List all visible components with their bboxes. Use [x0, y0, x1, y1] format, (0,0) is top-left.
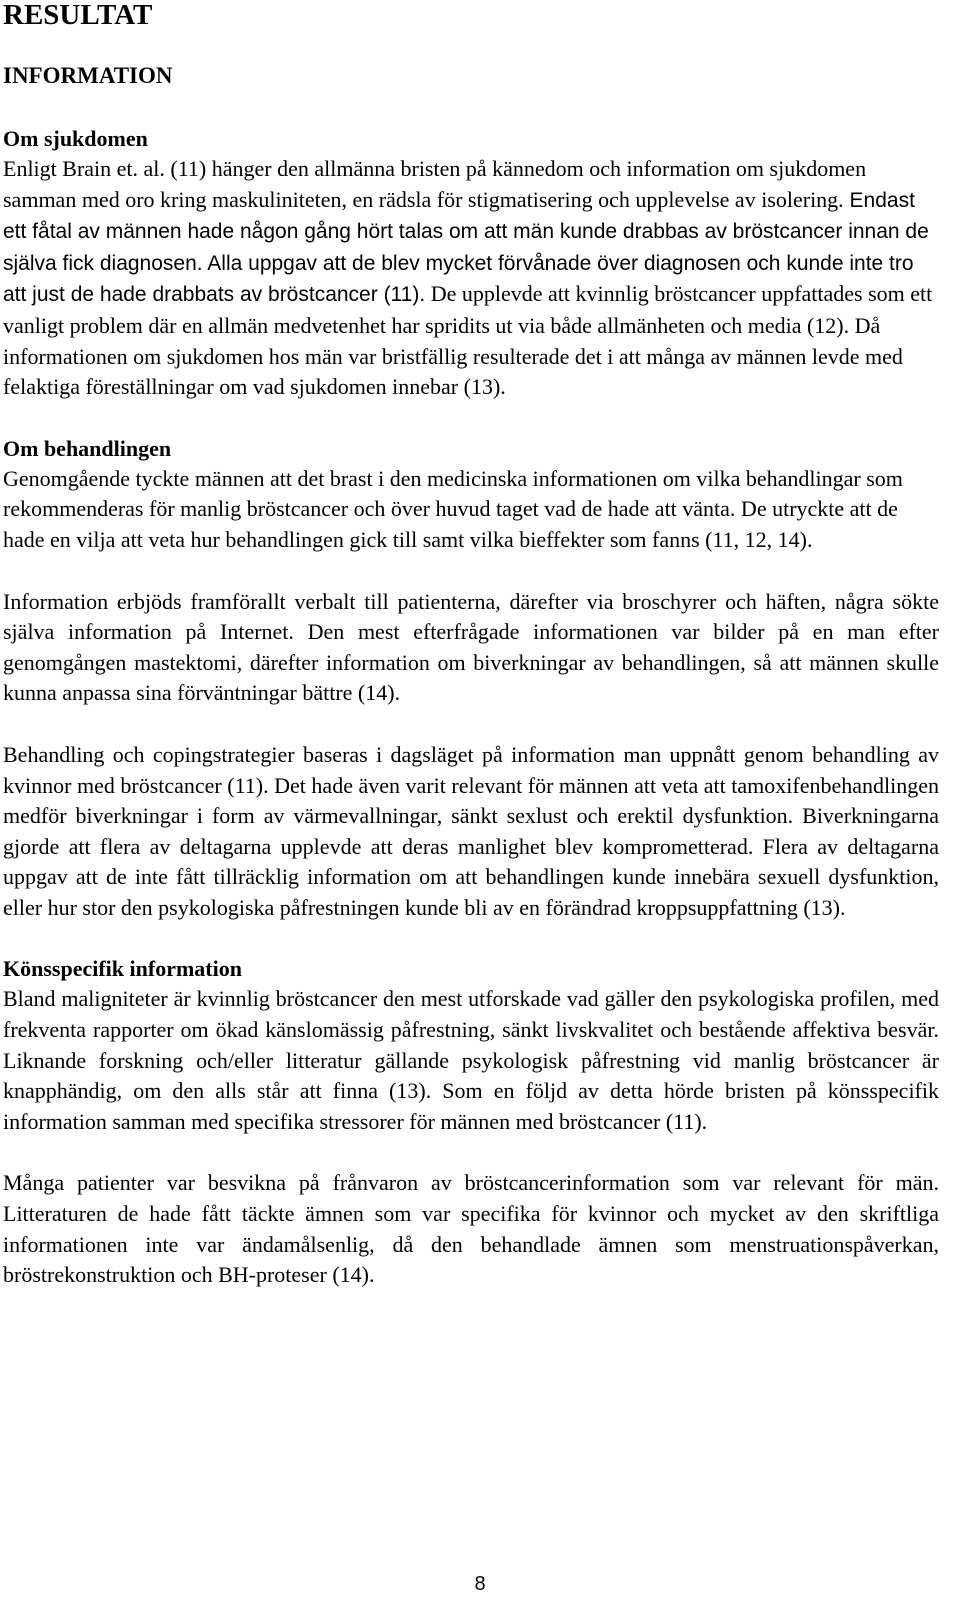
section-title: Om behandlingen — [3, 435, 172, 461]
paragraph-text-serif: Enligt Brain et. al. (11) hänger den allmänna bristen på kännedom och information om sjukdomen samman med oro kring maskuliniteten, en rädsla för stigmatisering och upplevelse av isolering. — [3, 156, 867, 212]
section-konsspecifik-information — [3, 954, 939, 1290]
paragraph: Många patienter var besvikna på frånvaron av bröstcancerinformation som var relevant för män. Litteraturen de hade fått täckte ämnen som var specifika för kvinnor och mycket av den skriftliga informationen inte var ändamålsenlig, då den behandlade ämnen som menstruationspåverkan, bröstrekonstruktion och BH-proteser (14). — [3, 1170, 939, 1288]
page-heading: RESULTAT — [3, 0, 153, 31]
paragraph: Genomgående tyckte männen att det brast i den medicinska informationen om vilka behandlingar som rekommenderas för manlig bröstcancer och över huvud taget vad de hade att vänta. De utryckte att de hade en vilja att veta hur behandlingen gick till samt vilka bieffekter som fanns (11, 12, 14). — [3, 465, 903, 552]
paragraph: Bland maligniteter är kvinnlig bröstcancer den mest utforskade vad gäller den psykologiska profilen, med frekventa rapporter om ökad känslomässig påfrestning, sänkt livskvalitet och bestående affektiva besvär. Liknande forskning och/eller litteratur gällande psykologisk påfrestning vid manlig bröstcancer är knapphändig, om den alls står att finna (13). Som en följd av detta hörde bristen på könsspecifik information samman med specifika stressorer för männen med bröstcancer (11). — [3, 986, 939, 1134]
page-number: 8 — [474, 1573, 486, 1595]
section-heading-information: INFORMATION — [3, 63, 173, 88]
paragraph-text-serif: De upplevde att kvinnlig bröstcancer uppfattades som ett vanligt problem där en allmän medvetenhet har spridits ut via både allmänheten och media (12). Då informationen om sjukdomen hos män var bristfällig resulterade det i att många av männen levde med felaktiga föreställningar om vad sjukdomen innebar (13). — [3, 281, 933, 400]
section-title: Könsspecifik information — [3, 956, 242, 982]
document-page — [3, 0, 939, 1291]
section-om-behandlingen — [3, 434, 939, 924]
paragraph: Information erbjöds framförallt verbalt till patienterna, därefter via broschyrer och häften, några sökte själva information på Internet. Den mest efterfrågade informationen var bilder på en man efter genomgången mastektomi, därefter information om biverkningar av behandlingen, så att männen skulle kunna anpassa sina förväntningar bättre (14). — [3, 588, 939, 706]
section-title: Om sjukdomen — [3, 126, 148, 151]
paragraph: Behandling och copingstrategier baseras i dagsläget på information man uppnått genom behandling av kvinnor med bröstcancer (11). Det hade även varit relevant för männen att veta att tamoxifenbehandlingen medför biverkningar i form av värmevallningar, sänkt sexlust och erektil dysfunktion. Biverkningarna gjorde att flera av deltagarna upplevde att deras manlighet blev komprometterad. Flera av deltagarna uppgav att de inte fått tillräcklig information om att behandlingen kunde innebära sexuell dysfunktion, eller hur stor den psykologiska påfrestningen kunde bli av en förändrad kroppsuppfattning (13). — [3, 741, 939, 920]
paragraph-text-sans: Endast ett fåtal av männen hade någon gång hört talas om att män kunde drabbas av bröstcancer innan de själva fick diagnosen. Alla uppgav att de blev mycket förvånade över diagnosen och kunde inte tro att just de hade drabbats av bröstcancer (11). — [3, 188, 929, 307]
paragraph — [3, 154, 939, 403]
section-om-sjukdomen — [3, 124, 939, 403]
